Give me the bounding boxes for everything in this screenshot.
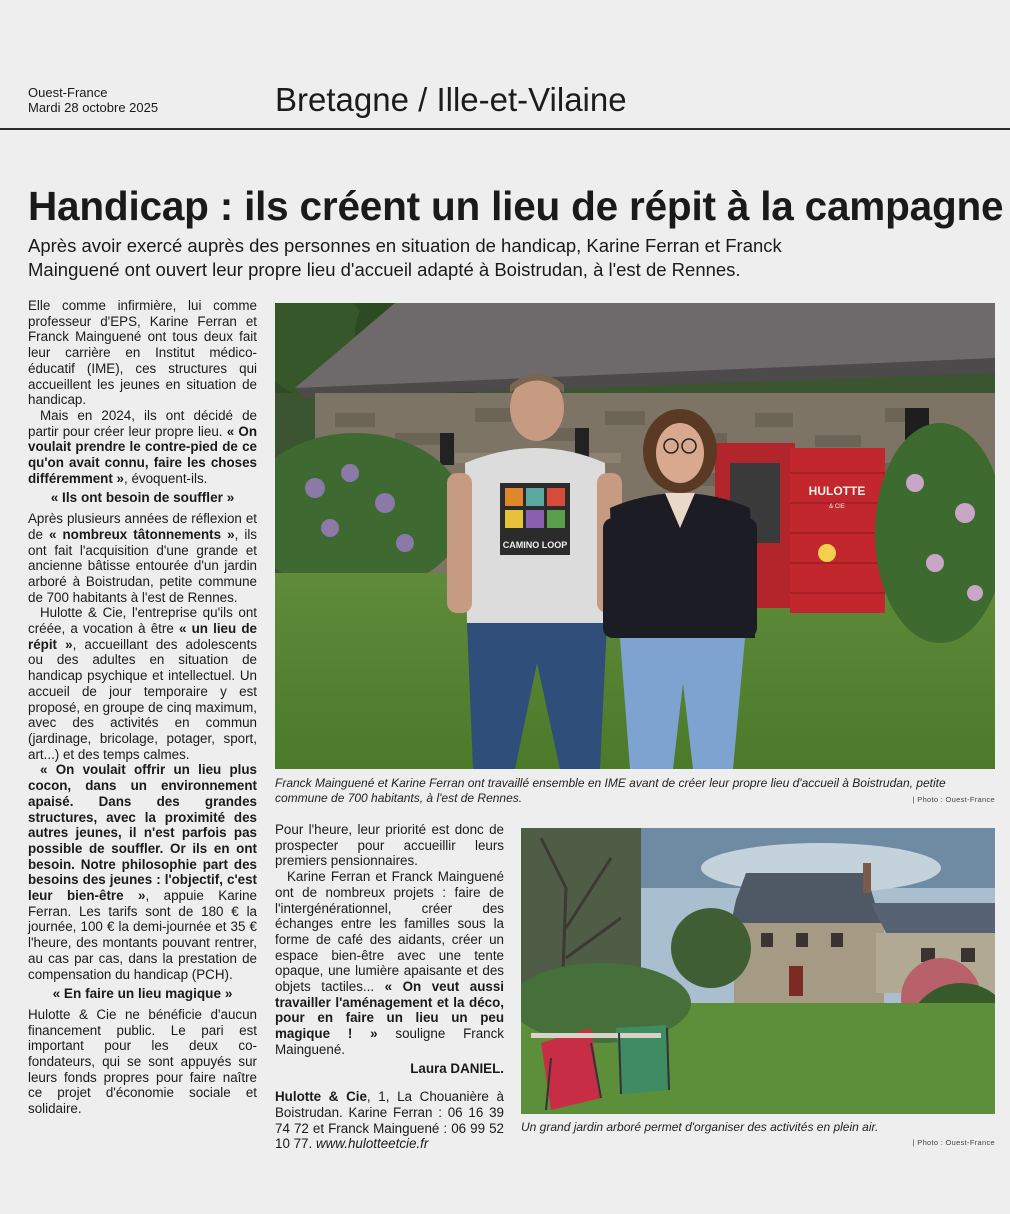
paragraph: Elle comme infirmière, lui comme professeur d'EPS, Karine Ferran et Franck Mainguené ont tous deux fait leur carrière en Institut médico-éducatif (IME), ces structures qui accueillent les jeunes en situation de handicap. bbox=[28, 298, 257, 408]
sign-text: HULOTTE bbox=[808, 484, 866, 498]
photo-garden bbox=[521, 828, 995, 1114]
text: , appuie Karine Ferran. Les tarifs sont de 180 € la journée, 100 € la demi-journée et 35 € l'heure, des montants pouvant rentrer, au cas par cas, dans la prestation de compensation du handicap (PCH). bbox=[28, 888, 257, 982]
text: , 1, La Chouanière à Boistrudan. Karine Ferran : 06 16 39 74 72 et Franck Mainguené : 06 99 52 10 77. bbox=[275, 1089, 504, 1152]
website-link[interactable]: www.hulotteetcie.fr bbox=[315, 1136, 429, 1152]
photo-garden-credit: | Photo : Ouest-France bbox=[912, 1138, 995, 1147]
subheading: « En faire un lieu magique » bbox=[52, 986, 233, 1002]
photo-garden-illustration bbox=[521, 828, 995, 1114]
article-column-2 bbox=[275, 822, 504, 1152]
contact-name: Hulotte & Cie bbox=[275, 1089, 367, 1105]
paragraph bbox=[28, 605, 257, 762]
photo-garden-caption: Un grand jardin arboré permet d'organiser des activités en plein air. bbox=[521, 1120, 879, 1134]
paragraph bbox=[28, 408, 257, 487]
section-title: Bretagne / Ille-et-Vilaine bbox=[275, 81, 627, 118]
masthead-rule bbox=[0, 128, 1010, 130]
quote: « un lieu de répit » bbox=[28, 621, 257, 652]
text: souligne Franck Mainguené. bbox=[275, 1026, 504, 1057]
publication-date: Mardi 28 octobre 2025 bbox=[28, 100, 159, 115]
quote: « On veut aussi travailler l'aménagement et la déco, pour en faire un lieu un peu magique ! » bbox=[275, 979, 505, 1042]
photo-founders bbox=[275, 303, 995, 769]
article-headline: Handicap : ils créent un lieu de répit à la campagne bbox=[28, 183, 1004, 229]
tshirt-print: CAMINO LOOP bbox=[502, 540, 568, 550]
article-lead: Après avoir exercé auprès des personnes en situation de handicap, Karine Ferran et Franck Mainguené ont ouvert leur propre lieu d'accueil adapté à Boistrudan, à l'est de Rennes. bbox=[28, 235, 782, 280]
text: , évoquent-ils. bbox=[124, 470, 208, 486]
author-signature: Laura DANIEL. bbox=[410, 1060, 504, 1076]
paragraph bbox=[275, 869, 504, 1057]
paragraph bbox=[28, 762, 257, 982]
text: , ils ont fait l'acquisition d'une grande et ancienne bâtisse entourée d'un jardin arboré à Boistrudan, petite commune de 700 habitants à l'est de Rennes. bbox=[28, 526, 258, 605]
paragraph bbox=[28, 511, 257, 605]
photo-founders-credit: | Photo : Ouest-France bbox=[912, 795, 995, 804]
text: , accueillant des adolescents ou des adultes en situation de handicap psychique et intellectuel. Un accueil de jour temporaire y est proposé, en groupe de cinq maximum, avec des activités en commun (jardinage, bricolage, potager, sport, art...) et des temps calmes. bbox=[28, 636, 257, 762]
quote: « nombreux tâtonnements » bbox=[48, 526, 235, 542]
publication-name: Ouest-France bbox=[28, 85, 108, 100]
photo-founders-illustration bbox=[275, 303, 995, 769]
text: Mais en 2024, ils ont décidé de partir pour créer leur propre lieu. bbox=[28, 407, 257, 439]
quote: « On voulait offrir un lieu plus cocon, dans un environnement apaisé. Dans des grandes structures, avec la proximité des autres jeunes, il n'est parfois pas possible de souffler. Or ils en ont besoin. Notre philosophie part des besoins des jeunes : l'objectif, c'est leur bien-être » bbox=[28, 762, 257, 904]
subheading: « Ils ont besoin de souffler » bbox=[50, 490, 235, 506]
text: Karine Ferran et Franck Mainguené ont de nombreux projets : faire de l'intergénérationnel, créer des échanges entre les familles sous la forme de café des aidants, créer un espace bien-être avec une tente opaque, une lumière apaisante et des objets tactiles... bbox=[275, 869, 504, 995]
quote: « On voulait prendre le contre-pied de ce qu'on avait connu, faire les choses différemment » bbox=[28, 423, 257, 486]
paragraph: Hulotte & Cie ne bénéficie d'aucun financement public. Le pari est important pour les deux co-fondateurs, qui se sont appuyés sur leurs fonds propres pour faire naître ce projet d'économie sociale et solidaire. bbox=[28, 1006, 257, 1117]
photo-founders-caption: Franck Mainguené et Karine Ferran ont travaillé ensemble en IME avant de créer leur propre lieu d'accueil à Boistrudan, petite commune de 700 habitants, à l'est de Rennes. bbox=[275, 776, 946, 805]
article-column-1 bbox=[28, 298, 257, 1117]
contact-info bbox=[275, 1089, 504, 1152]
sign-subtext: & CIE bbox=[829, 504, 845, 510]
text: Hulotte & Cie, l'entreprise qu'ils ont créée, a vocation à être bbox=[28, 605, 257, 637]
paragraph: Pour l'heure, leur priorité est donc de prospecter pour accueillir leurs premiers pensionnaires. bbox=[275, 822, 504, 869]
text: Après plusieurs années de réflexion et de bbox=[28, 511, 257, 542]
